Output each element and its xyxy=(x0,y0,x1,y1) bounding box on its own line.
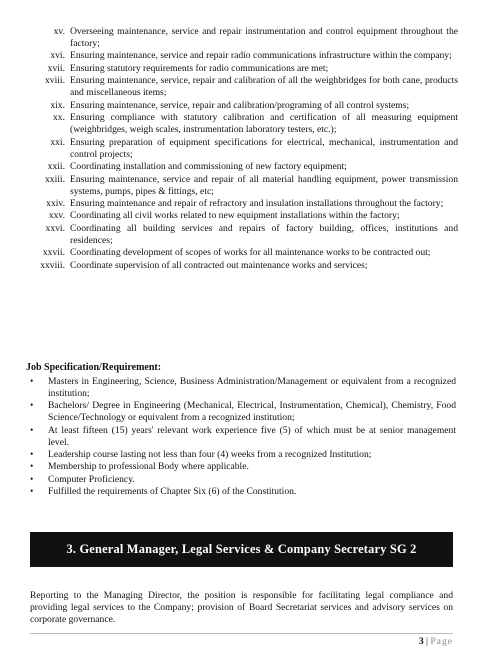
page-label: Page xyxy=(430,636,453,647)
duty-item xyxy=(26,137,458,161)
duty-item xyxy=(26,198,458,210)
duty-item xyxy=(26,161,458,173)
requirement-text: At least fifteen (15) years' relevant work experience five (5) of which must be at senior management level. xyxy=(48,424,456,448)
duty-number: xxiii. xyxy=(45,173,65,185)
requirement-text: Membership to professional Body where applicable. xyxy=(48,461,249,473)
requirement-item xyxy=(30,486,456,498)
duty-text: Coordinating installation and commissioning of new factory equipment; xyxy=(70,161,347,173)
requirement-text: Fulfilled the requirements of Chapter Six (6) of the Constitution. xyxy=(48,485,297,497)
footer-separator: | xyxy=(423,636,431,647)
bullet-icon: • xyxy=(30,461,34,473)
duty-item xyxy=(26,260,458,272)
bullet-icon: • xyxy=(30,485,34,497)
duty-text: Ensuring maintenance, service and repair radio communications infrastructure within the company; xyxy=(70,50,452,62)
duty-number: xxii. xyxy=(47,161,65,173)
bullet-icon: • xyxy=(30,376,34,387)
duty-item xyxy=(26,210,458,222)
duty-item xyxy=(26,63,458,75)
duty-item xyxy=(26,223,458,247)
duty-item xyxy=(26,26,458,50)
requirement-item xyxy=(30,449,456,461)
requirement-item xyxy=(30,400,456,424)
duty-text: Coordinating all building services and repairs of factory building, offices, institutions and residences; xyxy=(70,222,458,246)
duty-text: Coordinating all civil works related to new equipment installations within the factory; xyxy=(70,210,400,222)
requirement-item xyxy=(30,461,456,473)
duty-number: xix. xyxy=(50,99,65,111)
duty-number: xv. xyxy=(53,26,65,37)
requirement-item xyxy=(30,376,456,400)
duty-number: xxvi. xyxy=(45,222,65,234)
intro-paragraph: Reporting to the Managing Director, the position is responsible for facilitating legal compliance and providing legal services to the Company; provision of Board Secretariat services and advisory services on corporate governance. xyxy=(30,590,453,626)
bullet-icon: • xyxy=(30,400,34,412)
duty-item xyxy=(26,100,458,112)
duty-text: Ensuring statutory requirements for radio communications are met; xyxy=(70,62,329,74)
duty-text: Ensuring maintenance, service and repair of all material handling equipment, power transmission systems, pumps, pipes & fittings, etc; xyxy=(70,173,458,197)
duty-number: xvi. xyxy=(50,50,65,62)
duty-text: Ensuring maintenance, service, repair and calibration/programing of all control systems; xyxy=(70,99,410,111)
duty-item xyxy=(26,174,458,198)
requirement-text: Leadership course lasting not less than four (4) weeks from a recognized Institution; xyxy=(48,449,372,461)
job-spec-heading: Job Specification/Requirement: xyxy=(26,362,162,373)
duty-text: Ensuring maintenance, service, repair and calibration of all the weighbridges for both cane, products and miscellaneous items; xyxy=(70,75,458,99)
duties-list xyxy=(26,26,458,272)
duty-number: xxiv. xyxy=(46,197,65,209)
requirements-list xyxy=(30,376,456,498)
duty-text: Coordinate supervision of all contracted out maintenance works and services; xyxy=(70,259,368,271)
footer-divider xyxy=(30,633,453,634)
duty-item xyxy=(26,247,458,259)
requirement-item xyxy=(30,474,456,486)
duty-text: Ensuring preparation of equipment specifications for electrical, mechanical, instrumentation and control projects; xyxy=(70,136,458,160)
duty-number: xxviii. xyxy=(40,259,65,271)
duty-number: xxv. xyxy=(48,210,65,222)
page-number: 3 xyxy=(418,636,424,647)
requirement-text: Bachelors/ Degree in Engineering (Mechanical, Electrical, Instrumentation, Chemical), Chemistry, Food Science/Technology or equivalent from a recognized institution; xyxy=(48,400,456,424)
bullet-icon: • xyxy=(30,473,34,485)
section-banner: 3. General Manager, Legal Services & Company Secretary SG 2 xyxy=(30,532,453,567)
duty-text: Ensuring compliance with statutory calibration and certification of all measuring equipment (weighbridges, weigh scales, instrumentation laboratory testers, etc.); xyxy=(70,112,458,136)
bullet-icon: • xyxy=(30,424,34,436)
requirement-text: Masters in Engineering, Science, Business Administration/Management or equivalent from a recognized institution; xyxy=(48,376,456,400)
requirement-text: Computer Proficiency. xyxy=(48,473,135,485)
duty-number: xvii. xyxy=(47,62,65,74)
duty-text: Ensuring maintenance and repair of refractory and insulation installations throughout the factory; xyxy=(70,197,444,209)
duty-text: Coordinating development of scopes of works for all maintenance works to be contracted out; xyxy=(70,247,431,259)
duty-number: xx. xyxy=(53,112,65,124)
duty-text: Overseeing maintenance, service and repair instrumentation and control equipment throughout the factory; xyxy=(70,26,458,50)
duty-number: xxvii. xyxy=(42,247,65,259)
duty-number: xviii. xyxy=(45,75,65,87)
bullet-icon: • xyxy=(30,449,34,461)
duty-number: xxi. xyxy=(50,136,65,148)
page-footer xyxy=(419,636,453,647)
duty-item xyxy=(26,50,458,62)
requirement-item xyxy=(30,425,456,449)
duty-item xyxy=(26,112,458,136)
duty-item xyxy=(26,75,458,99)
